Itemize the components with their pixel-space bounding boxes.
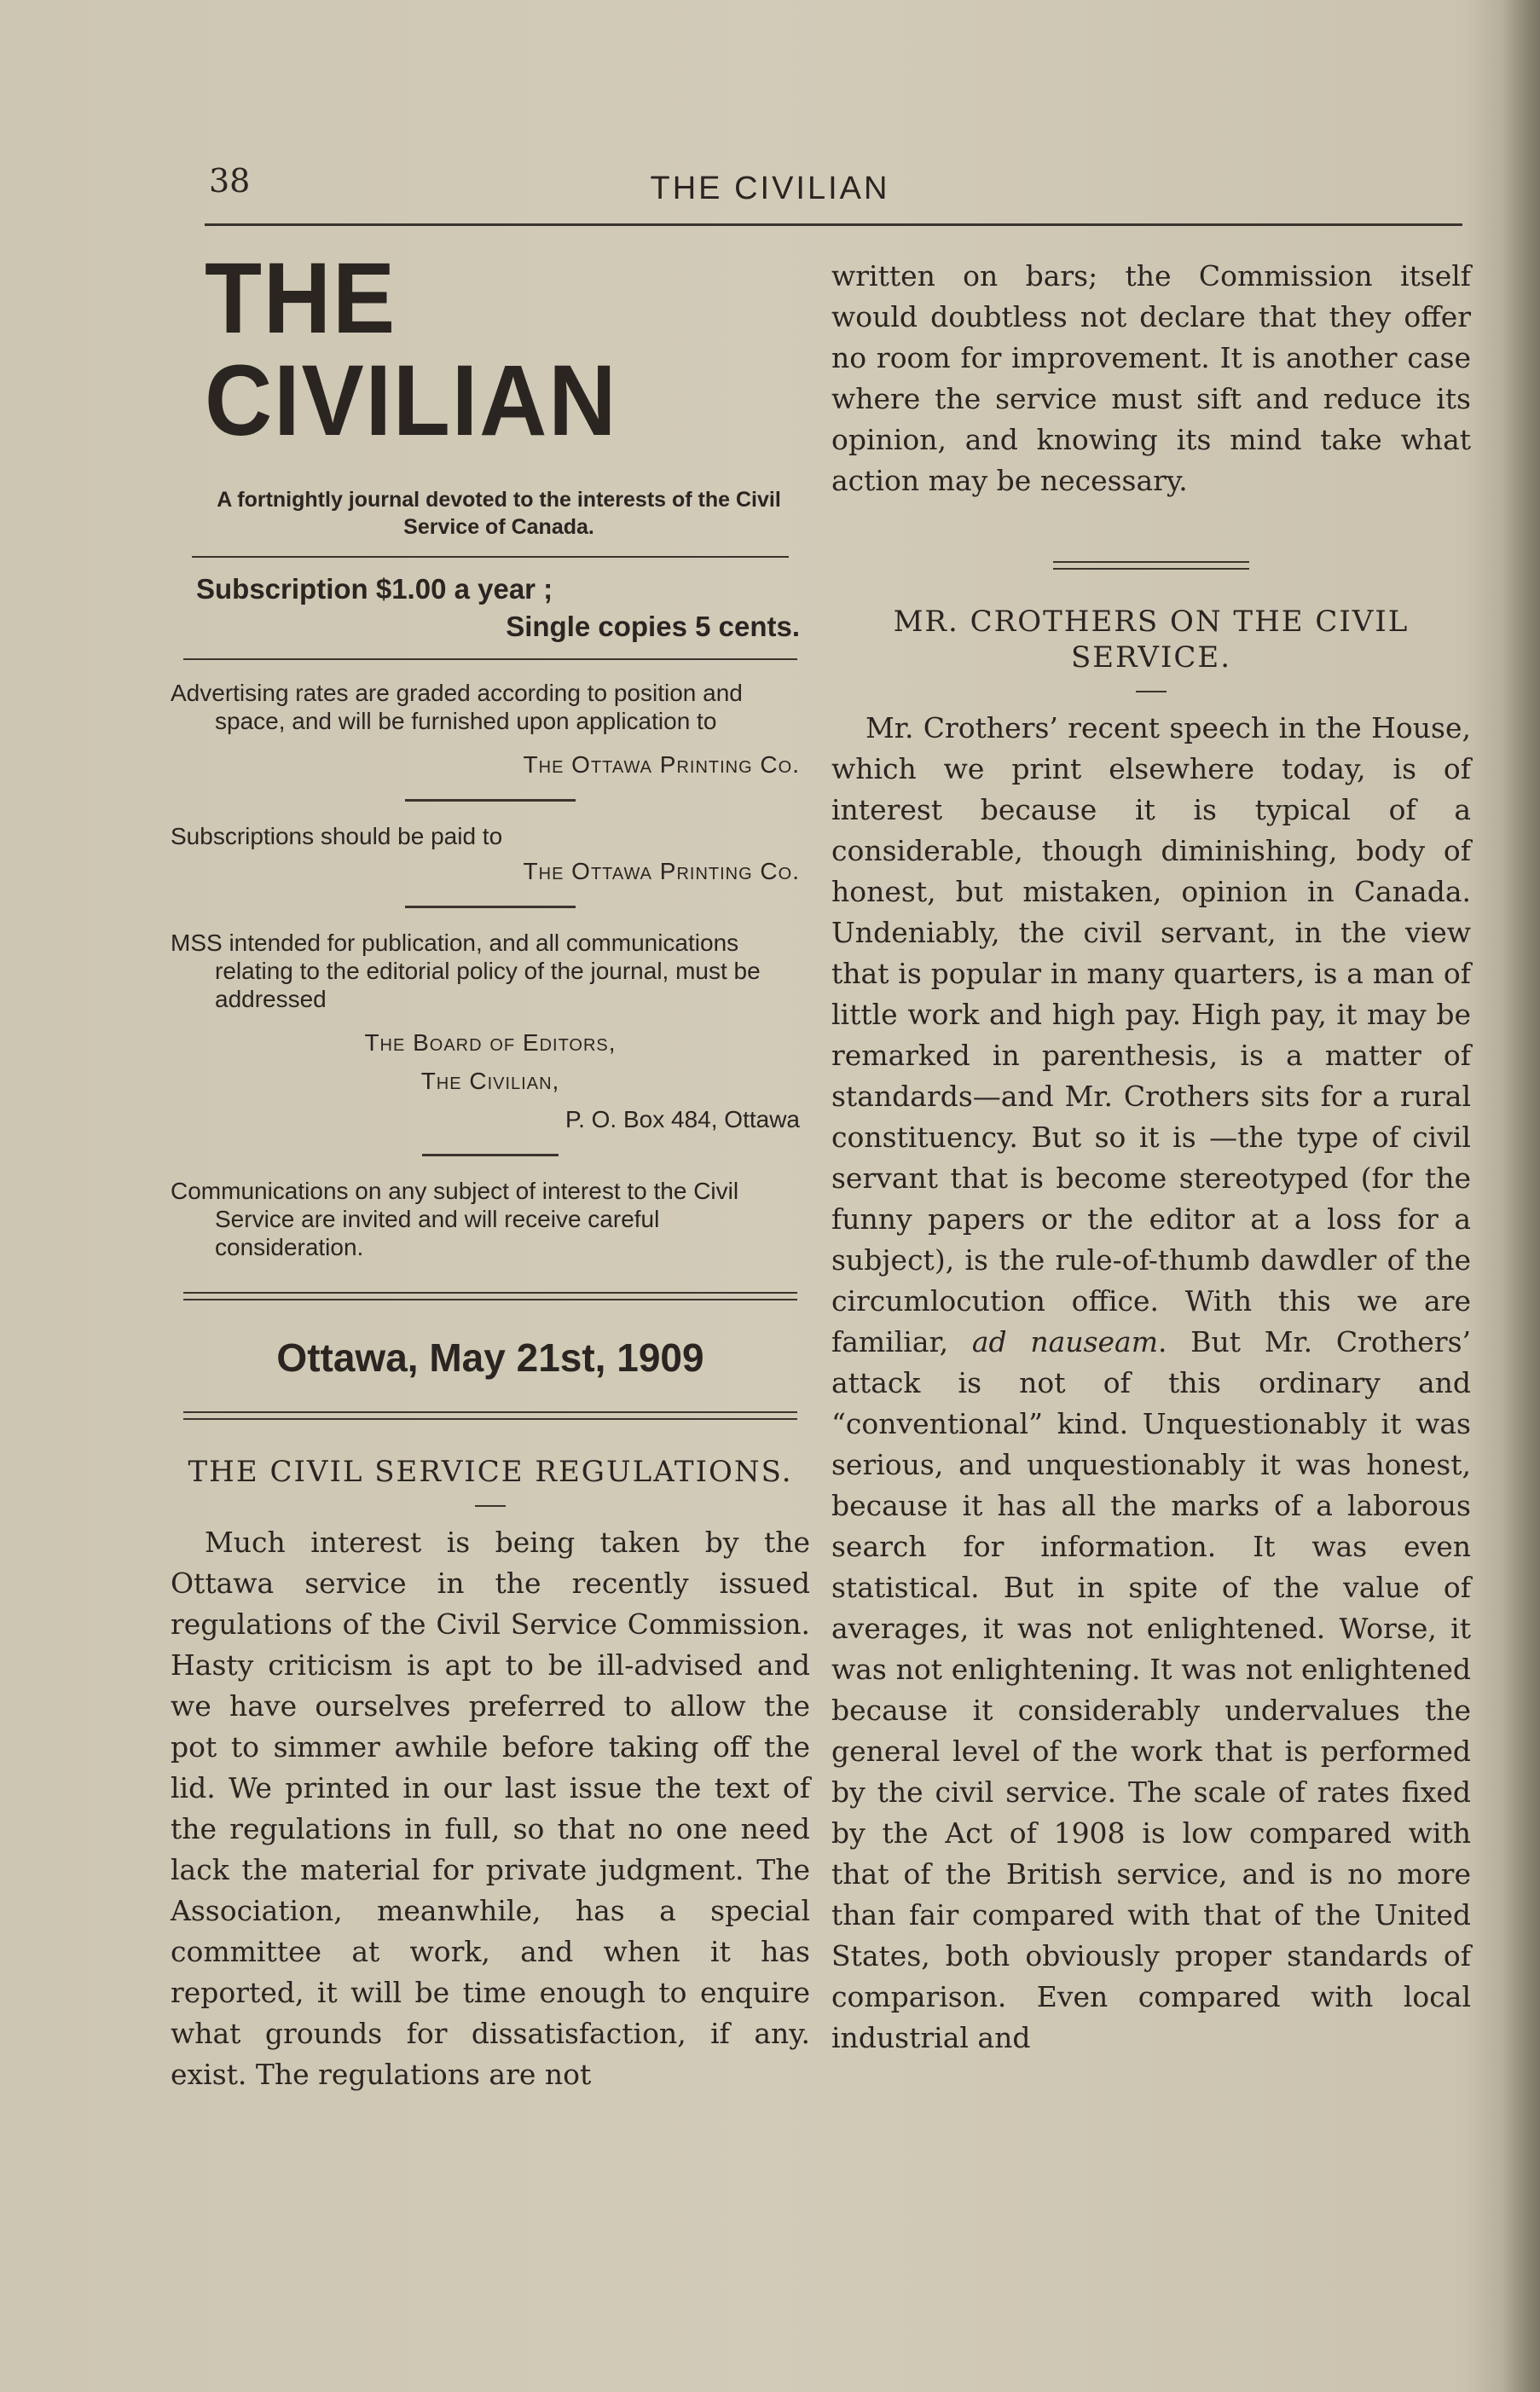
page-spine-shadow (1504, 0, 1540, 2392)
subscriptions-recipient: The Ottawa Printing Co. (523, 858, 800, 884)
single-copy-price: Single copies 5 cents. (506, 611, 800, 642)
article-paragraph (831, 708, 1471, 2059)
address-line-1: The Board of Editors, (364, 1029, 617, 1056)
header-rule (205, 223, 1462, 226)
paragraph-text: . But Mr. Crothers’ attack is not of this ordinary and “conventional” kind. Unquestionably it was serious, and unquestionably it was honest, because it has all the marks of a laborous search for information. It was even statistical. But in spite of the value of averages, it was not enlightened. Worse, it was not enlightening. It was not enlightened because it considerably undervalues the general level of the work that is performed by the civil service. The scale of rates fixed by the Act of 1908 is low compared with that of the British service, and is no more than fair compared with that of the United States, both obviously proper standards of comparison. Even compared with local industrial and (831, 1325, 1471, 2054)
address-line-2: The Civilian, (420, 1068, 560, 1094)
heading-dash (1136, 691, 1167, 692)
address-line-3: P. O. Box 484, Ottawa (565, 1106, 800, 1132)
subscriptions-notice: Subscriptions should be paid to (171, 823, 503, 849)
running-title: THE CIVILIAN (650, 171, 890, 206)
masthead-title: THE CIVILIAN (205, 242, 618, 457)
italic-phrase: ad nauseam (971, 1325, 1159, 1358)
short-rule (422, 1154, 559, 1156)
communications-notice: Communications on any subject of interest to the Civil Service are invited and will receive careful consideration. (171, 1178, 739, 1260)
left-column (171, 230, 810, 2095)
short-rule (405, 799, 576, 802)
paragraph-text: Mr. Crothers’ recent speech in the House, which we print elsewhere today, is of interest because it is typical of a considerable, though diminishing, body of honest, but mistaken, opinion in Canada. Undeniably, the civil servant, in the view that is popular in many quarters, is a man of little work and high pay. High pay, it may be remarked in parenthesis, is a matter of standards—and Mr. Crothers sits for a rural constituency. But so it is —the type of civil servant that is become stereotyped (for the funny papers or the editor at a loss for a subject), is the rule-of-thumb dawdler of the circumlocution office. With this we are familiar, (831, 711, 1471, 1358)
advertising-recipient: The Ottawa Printing Co. (523, 751, 800, 778)
double-rule (183, 1411, 797, 1420)
article-continuation: written on bars; the Commission itself would doubtless not declare that they offer no room for improvement. It is another case where the service must sift and reduce its opinion, and knowing its mind take what action may be necessary. (831, 259, 1471, 497)
divider (192, 556, 789, 558)
page-number: 38 (209, 162, 251, 200)
masthead-tagline: A fortnightly journal devoted to the interests of the Civil Service of Canada. (217, 488, 781, 539)
advertising-notice: Advertising rates are graded according to position and space, and will be furnished upon application to (171, 680, 743, 734)
heading-dash (475, 1505, 506, 1507)
double-rule (183, 1292, 797, 1300)
article-heading: MR. CROTHERS ON THE CIVIL SERVICE. (893, 605, 1410, 675)
article-heading: THE CIVIL SERVICE REGULATIONS. (188, 1455, 793, 1489)
section-double-rule (1053, 561, 1249, 570)
article-paragraph: Much interest is being taken by the Ottawa service in the recently issued regulations of the Civil Service Commission. Hasty criticism is apt to be ill-advised and we have ourselves preferred to allow the pot to simmer awhile before taking off the lid. We printed in our last issue the text of the regulations in full, so that no one need lack the material for private judgment. The Association, meanwhile, has a special committee at work, and when it has reported, it will be time enough to enquire what grounds for dissatisfaction, if any. exist. The regulations are not (171, 1526, 810, 2091)
divider (183, 658, 797, 660)
mss-notice: MSS intended for publication, and all communications relating to the editorial policy of the journal, must be addressed (171, 930, 761, 1012)
dateline: Ottawa, May 21st, 1909 (276, 1335, 704, 1380)
short-rule (405, 906, 576, 908)
subscription-rate: Subscription $1.00 a year ; (196, 573, 553, 605)
right-column (831, 256, 1471, 2059)
